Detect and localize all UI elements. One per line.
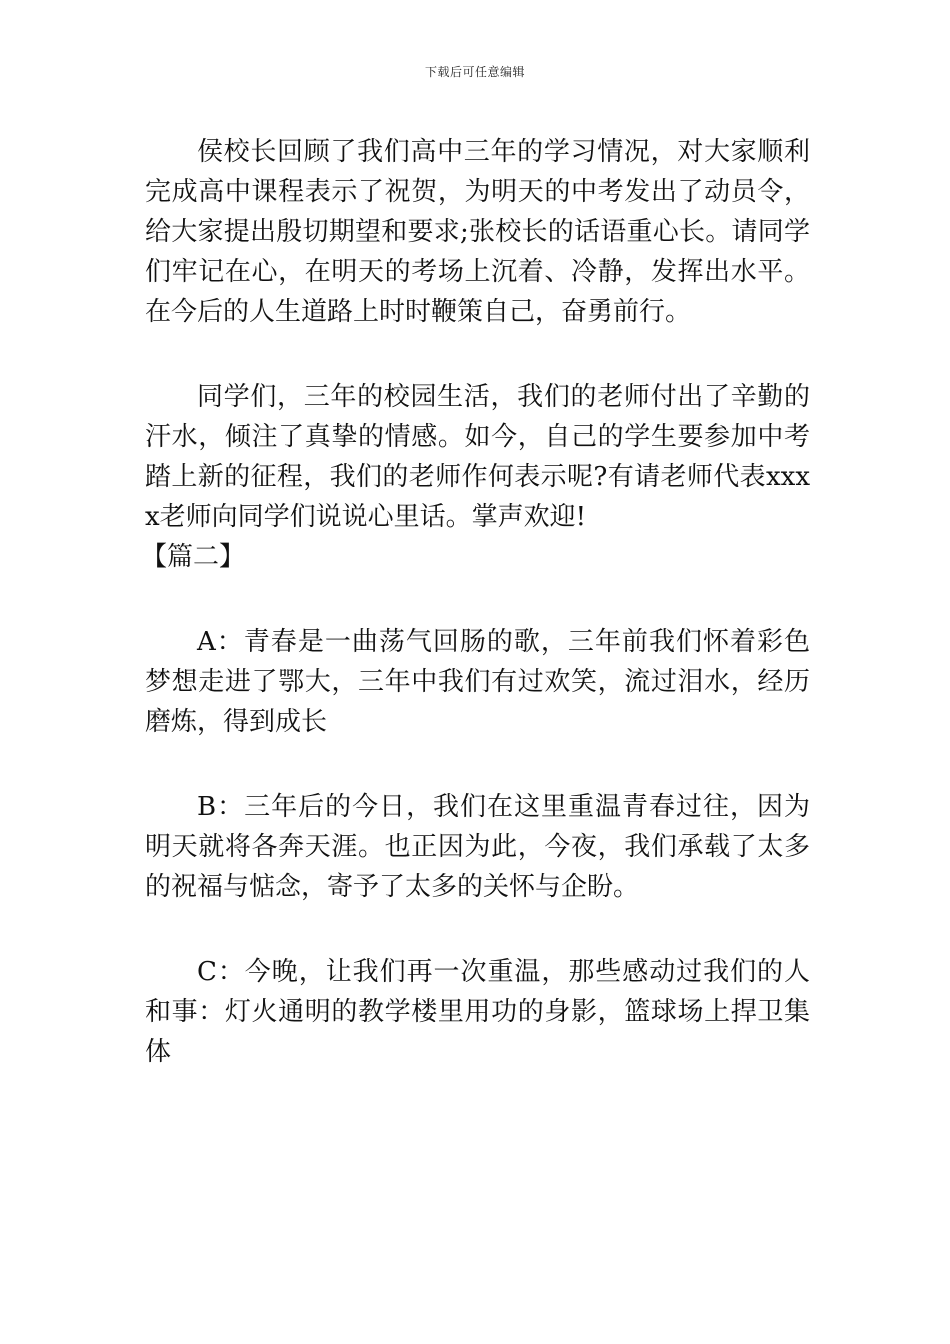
section-heading: 【篇二】 bbox=[141, 542, 246, 572]
paragraph-speaker-b: B：三年后的今日，我们在这里重温青春过往，因为明天就将各奔天涯。也正因为此，今夜，我们承载了太多的祝福与惦念，寄予了太多的关怀与企盼。 bbox=[145, 792, 810, 902]
page-header: 下载后可任意编辑 bbox=[424, 65, 525, 79]
paragraph-principal-review: 侯校长回顾了我们高中三年的学习情况，对大家顺利完成高中课程表示了祝贺，为明天的中考发出了动员令，给大家提出殷切期望和要求;张校长的话语重心长。请同学们牢记在心，在明天的考场上沉着、冷静，发挥出水平。在今后的人生道路上时时鞭策自己，奋勇前行。 bbox=[145, 137, 810, 327]
document-body bbox=[141, 132, 810, 1072]
paragraph-speaker-c: C：今晚，让我们再一次重温，那些感动过我们的人和事：灯火通明的教学楼里用功的身影，篮球场上捍卫集体 bbox=[145, 957, 810, 1067]
paragraph-speaker-a: A：青春是一曲荡气回肠的歌，三年前我们怀着彩色梦想走进了鄂大，三年中我们有过欢笑，流过泪水，经历磨炼，得到成长 bbox=[145, 627, 810, 737]
paragraph-teachers: 同学们，三年的校园生活，我们的老师付出了辛勤的汗水，倾注了真挚的情感。如今，自己的学生要参加中考踏上新的征程，我们的老师作何表示呢?有请老师代表xxxx老师向同学们说说心里话。掌声欢迎! bbox=[145, 382, 810, 532]
